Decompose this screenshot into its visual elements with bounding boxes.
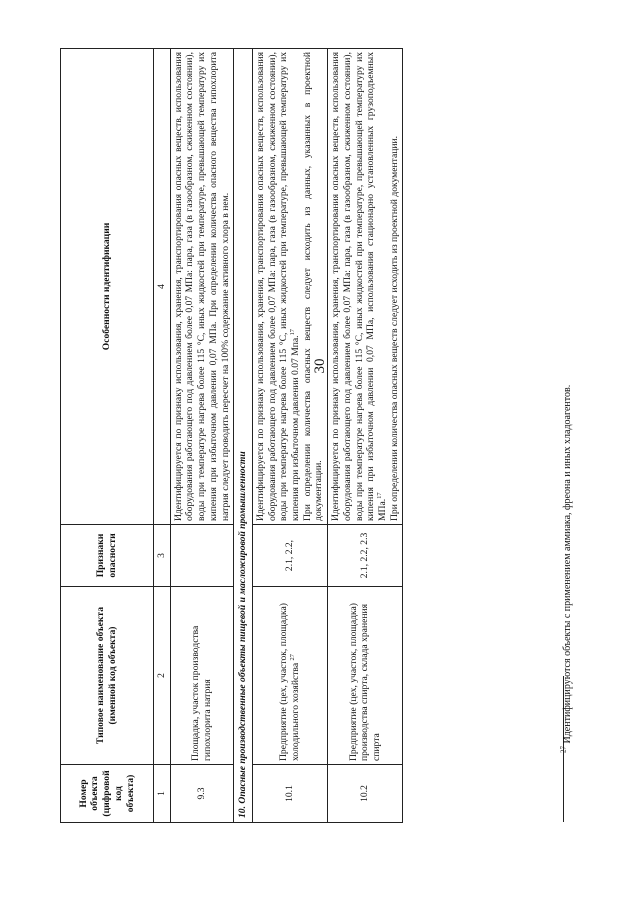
identification-features: Идентифицируется по признаку использования, хранения, транспортирования опасных веществ, использования оборудования работающего под давлением более 0,07 МПа: пара, газа (в газообразном, сжиженном состоянии), воды при температуре нагрева более 115 °С, иных жидкостей при температуре, превышающей температуру их кипения при избыточном давлении 0,07 МПа. При определении количества опасного вещества гипохлорита натрия следует проводить пересчет на 100% содержание активного хлора в нем. [170, 49, 234, 525]
column-number: 4 [154, 49, 171, 525]
object-number: 10.1 [252, 765, 327, 823]
identification-table-wrapper [60, 49, 512, 823]
hazard-signs [170, 525, 234, 587]
object-name: Площадка, участок производства гипохлорита натрия [170, 587, 234, 765]
identification-features-cell [328, 49, 403, 525]
page-number: 30 [312, 358, 328, 374]
object-number: 9.3 [170, 765, 234, 823]
header-number: Номер объекта (цифровой код объекта) [61, 765, 154, 823]
footnote-ref: 27 [288, 654, 296, 661]
footnote [559, 353, 578, 753]
object-name-cell [252, 587, 327, 765]
identification-note: При определении количества опасных веществ следует исходить из данных, указанных в проектной документации. [301, 52, 325, 521]
object-name: Предприятие (цех, участок, площадка) холодильного хозяйства [278, 603, 302, 761]
section-row [234, 49, 253, 823]
header-row [61, 49, 154, 823]
object-name: Предприятие (цех, участок, площадка) производства спирта, склада хранения спирта [328, 587, 403, 765]
identification-features-cell [252, 49, 327, 525]
column-number: 2 [154, 587, 171, 765]
section-title: 10. Опасные производственные объекты пищевой и масложировой промышленности [234, 49, 253, 823]
object-number: 10.2 [328, 765, 403, 823]
hazard-signs: 2.1, 2.2, [252, 525, 327, 587]
footnote-ref: 17 [288, 328, 296, 336]
table-rotator [60, 49, 512, 823]
table-row [252, 49, 327, 823]
column-number: 1 [154, 765, 171, 823]
header-features: Особенности идентификации [61, 49, 154, 525]
hazard-signs: 2.1, 2.2, 2.3 [328, 525, 403, 587]
column-number: 3 [154, 525, 171, 587]
table-row [170, 49, 234, 823]
identification-features: Идентифицируется по признаку использования, хранения, транспортирования опасных веществ, использования оборудования работающего под давлением более 0,07 МПа: пара, газа (в газообразном, сжиженном состоянии), воды при температуре нагрева более 115 °С, иных жидкостей при температуре, превышающей температуру их кипения при избыточном давлении 0.07 Мпа. [254, 52, 302, 521]
identification-note: При определении количества опасных веществ следует исходить из проектной документации. [388, 135, 400, 521]
footnote-text: Идентифицируются объекты с применением аммиака, фреона и иных хладоагентов. [562, 384, 573, 744]
header-signs: Признаки опасности [61, 525, 154, 587]
footnote-ref: 17 [375, 492, 383, 499]
header-name: Типовое наименование объекта (именной код объекта) [61, 587, 154, 765]
column-number-row [154, 49, 171, 823]
footnote-marker: 27 [559, 746, 568, 753]
table-row [328, 49, 403, 823]
identification-features: Идентифицируется по признаку использования, хранения, транспортирования опасных веществ, использования оборудования работающего под давлением более 0,07 МПа: пара, газа (в газообразном, сжиженном состоянии), воды при температуре нагрева более 115 °С, иных жидкостей при температуре, превышающей температуру их кипения при избыточном давлении 0,07 МПа, использования стационарно установленных грузоподъемных МПа. [330, 52, 388, 521]
identification-table [60, 48, 403, 823]
